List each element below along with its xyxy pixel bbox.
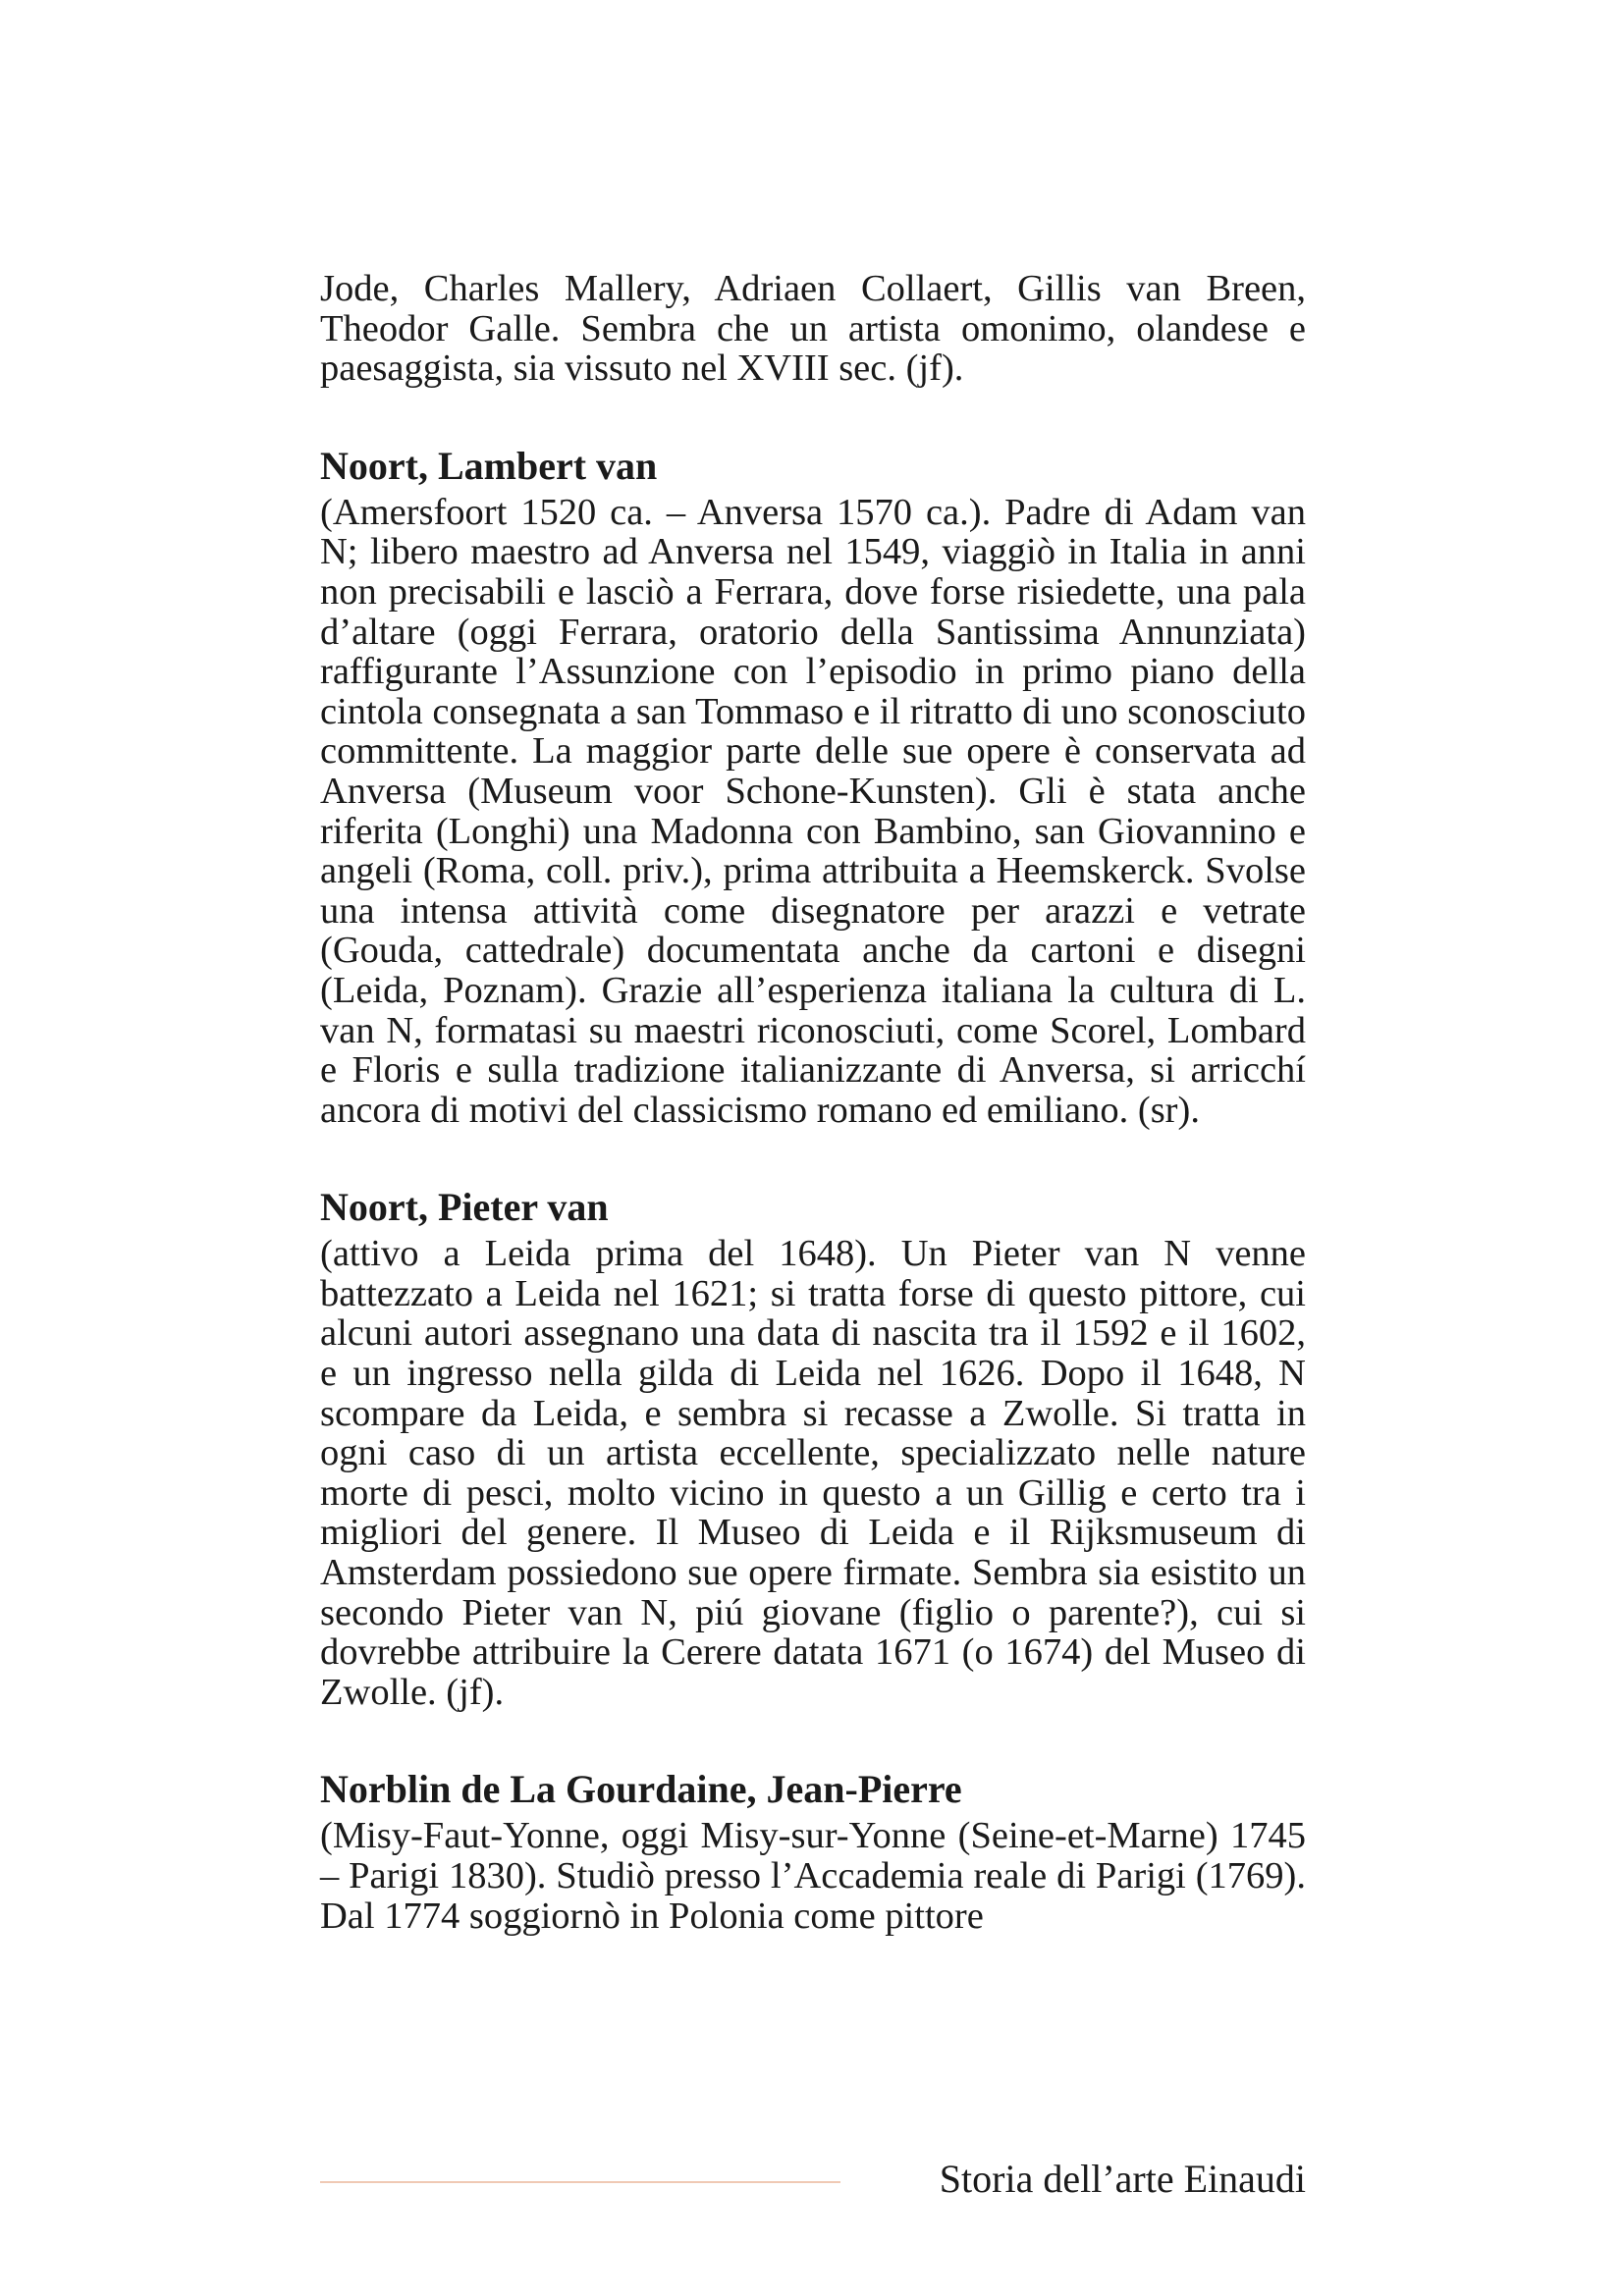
entry-noort-pieter (320, 1181, 1306, 1712)
page-footer (320, 2150, 1306, 2209)
continuation-paragraph: Jode, Charles Mallery, Adriaen Collaert, Gillis van Breen, Theodor Galle. Sembra che un artista omonimo, olandese e paesaggista, sia vissuto nel XVIII sec. (jf). (320, 268, 1306, 390)
publication-title: Storia dell’arte Einaudi (939, 2157, 1306, 2201)
page-content (320, 269, 1306, 1936)
entry-title: Norblin de La Gourdaine, Jean-Pierre (320, 1767, 962, 1812)
entry-title: Noort, Pieter van (320, 1185, 609, 1230)
footer-rule (320, 2181, 840, 2183)
entry-title: Noort, Lambert van (320, 443, 658, 488)
entry-body: (Misy-Faut-Yonne, oggi Misy-sur-Yonne (Seine-et-Marne) 1745 – Parigi 1830). Studiò presso l’Accademia reale di Parigi (1769). Dal 1774 soggiornò in Polonia come pittore (320, 1815, 1306, 1937)
entry-body: (Amersfoort 1520 ca. – Anversa 1570 ca.). Padre di Adam van N; libero maestro ad Anversa nel 1549, viaggiò in Italia in anni non precisabili e lasciò a Ferrara, dove forse risiedette, una pala d’altare (oggi Ferrara, oratorio della Santissima Annunziata) raffigurante l’Assunzione con l’episodio in primo piano della cintola consegnata a san Tommaso e il ritratto di uno sconosciuto committente. La maggior parte delle sue opere è conservata ad Anversa (Museum voor Schone-Kunsten). Gli è stata anche riferita (Longhi) una Madonna con Bambino, san Giovannino e angeli (Roma, coll. priv.), prima attribuita a Heemskerck. Svolse una intensa attività come disegnatore per arazzi e vetrate (Gouda, cattedrale) documentata anche da cartoni e disegni (Leida, Poznam). Grazie all’esperienza italiana la cultura di L. van N, formatasi su maestri riconosciuti, come Scorel, Lombard e Floris e sulla tradizione italianizzante di Anversa, si arricchí ancora di motivi del classicismo romano ed emiliano. (sr). (320, 491, 1306, 1131)
entry-body: (attivo a Leida prima del 1648). Un Pieter van N venne battezzato a Leida nel 1621; si tratta forse di questo pittore, cui alcuni autori assegnano una data di nascita tra il 1592 e il 1602, e un ingresso nella gilda di Leida nel 1626. Dopo il 1648, N scompare da Leida, e sembra si recasse a Zwolle. Si tratta in ogni caso di un artista eccellente, specializzato nelle nature morte di pesci, molto vicino in questo a un Gillig e certo tra i migliori del genere. Il Museo di Leida e il Rijksmuseum di Amsterdam possiedono sue opere firmate. Sembra sia esistito un secondo Pieter van N, piú giovane (figlio o parente?), cui si dovrebbe attribuire la Cerere datata 1671 (o 1674) del Museo di Zwolle. (jf). (320, 1233, 1306, 1713)
entry-noort-lambert (320, 440, 1306, 1131)
entry-norblin (320, 1763, 1306, 1936)
